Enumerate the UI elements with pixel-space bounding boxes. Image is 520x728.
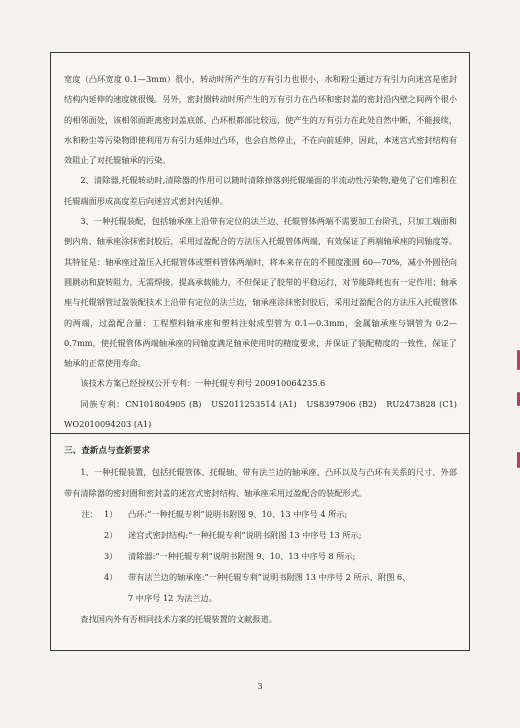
paragraph-search-request: 查找国内外有否相同技术方案的托辊装置的文献报道。 (80, 614, 277, 624)
document-frame (50, 52, 470, 651)
note-text: 凸环:“一种托辊专利”说明书附图 9、10、13 中序号 4 所示; (128, 509, 348, 519)
note-number: 3） (104, 551, 118, 561)
paragraph-cleaner: 2、清除器,托辊转动时,清除器的作用可以随时清除掉落到托辊端面的半流动性污染物,避免了它们堆积在托辊端面形成高度差后向迷宫式密封内延伸。 (64, 175, 457, 206)
note-number: 1） (104, 509, 118, 519)
technical-features-section (64, 69, 466, 434)
note-number: 2） (104, 530, 118, 540)
paragraph-patent-family: 同族专利：CN101804905 (B) US2011253514 (A1) US8397906 (B2) RU2473828 (C1) WO2010094203 (A1) (64, 398, 466, 430)
section-heading: 三、查新点与查新要求 (64, 446, 150, 456)
paragraph-roller-assembly: 3、一种托辊装配，包括轴承座上沿带有定位的法兰边、托辊管体两端不需要加工台阶孔，只加工端面和倒内角、轴承座涂抹密封胶后，采用过盈配合的方法压入托辊管体两端，有效保证了两端轴承座的同轴度等。其特征是：轴承座过盈压入托辊管体或塑料管体两端时，将本来存在的不圆度涨圆 60—70%，减小外圆径向圆跳动和旋转阻力，无需焊接，提高承载能力，不但保证了胶带的平稳运行，对节能降耗也有一定作用；轴承座与托辊钢管过盈装配技术上沿带有定位的法兰边，轴承座涂抹密封胶后，采用过盈配合的方法压入托辊管体的两端，过盈配合量：工程塑料轴承座和塑料注射成型管为 0.1—0.3mm，金属轴承座与钢管为 0.2—0.7mm，使托辊管体两端轴承座的同轴度满足轴承使用时的精度要求，并保证了装配精度的一致性，保证了轴承的正常使用寿命。 (64, 216, 458, 369)
page-number: 3 (257, 682, 263, 691)
note-item (64, 546, 457, 567)
novelty-search-section (64, 441, 457, 630)
note-text: 带有法兰边的轴承座:“一种托辊专利”说明书附图 13 中序号 2 所示，附图 6、 (128, 572, 411, 582)
paragraph-convex-ring: 宽度（凸环宽度 0.1—3mm）很小，转动时所产生的万有引力也很小，水和粉尘通过万有引力向迷宫是密封结构内延伸的速度就很慢。另外，密封圈转动时所产生的万有引力在凸环和密封盖的密封沿内壁之间两个很小的相邻面处，该相邻面距离密封盖底部、凸环根都部比较远，使产生的万有引力在此处自然中断，不能接续，水和粉尘等污染物即使利用万有引力延伸过凸环，也会自然停止，不在向前延伸，因此，本迷宫式密封结构有效阻止了对托辊轴承的污染。 (64, 74, 458, 166)
note-item (64, 504, 457, 525)
note-text: 清除器:“一种托辊专利”说明书附图 9、10、13 中序号 8 所示; (128, 551, 356, 561)
paragraph-search-point: 1、一种托辊装置，包括托辊管体、托辊轴、带有法兰边的轴承座、凸环以及与凸环有关系的尺寸、外部带有清除器的密封圈和密封盖的迷宫式密封结构、轴承座采用过盈配合的装配形式。 (64, 467, 457, 498)
section-divider (51, 433, 469, 434)
note-number: 4） (104, 572, 118, 582)
note-continuation: 7 中序号 12 为法兰边。 (128, 593, 217, 603)
note-text: 迷宫式密封结构:“一种托辊专利”说明书附图 13 中序号 13 所示; (128, 530, 362, 540)
paragraph-patent-reference: 该技术方案已经授权公开专利：一种托辊专利号 200910064235.6 (80, 378, 326, 389)
note-item (64, 567, 457, 588)
note-item (64, 525, 457, 546)
note-label: 注： (81, 509, 98, 519)
